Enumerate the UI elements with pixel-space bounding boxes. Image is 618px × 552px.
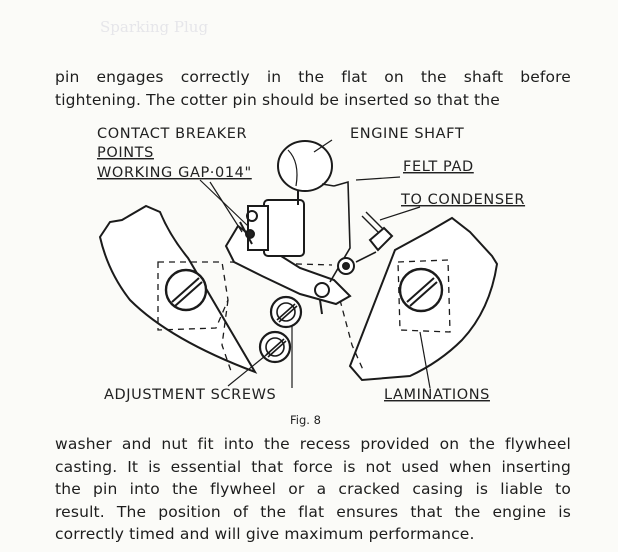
label-engine-shaft: ENGINE SHAFT: [350, 126, 465, 142]
label-to-condenser: TO CONDENSER: [401, 192, 526, 208]
text-line: the pin into the flywheel or a cracked casing is liable to: [55, 480, 571, 498]
text-line: pin engages correctly in the flat on the shaft before: [55, 68, 571, 86]
engine-shaft: [278, 141, 332, 191]
lamination-screw-left: [166, 270, 206, 310]
figure-caption: Fig. 8: [290, 413, 321, 427]
label-felt-pad: FELT PAD: [403, 159, 474, 175]
text-line: tightening. The cotter pin should be inserted so that the: [55, 90, 500, 109]
label-contact-breaker: CONTACT BREAKER: [97, 126, 248, 142]
lamination-screw-right: [400, 269, 442, 311]
label-adjustment-screws: ADJUSTMENT SCREWS: [104, 387, 277, 403]
text-line: washer and nut fit into the recess provided on the flywheel: [55, 435, 571, 453]
adjustment-screw-lower: [260, 332, 290, 362]
text-line: casting. It is essential that force is not used when inserting: [55, 457, 571, 476]
label-laminations: LAMINATIONS: [384, 387, 490, 403]
label-points: POINTS: [97, 145, 154, 161]
faded-heading: Sparking Plug: [100, 18, 209, 36]
text-line: correctly timed and will give maximum performance.: [55, 525, 475, 543]
paragraph-bottom: [55, 433, 571, 546]
contact-breaker-body: [264, 200, 304, 256]
adjustment-screw-upper: [271, 297, 301, 327]
label-working-gap: WORKING GAP·014": [97, 165, 252, 181]
text-line: result. The position of the flat ensures that the engine is: [55, 502, 571, 521]
